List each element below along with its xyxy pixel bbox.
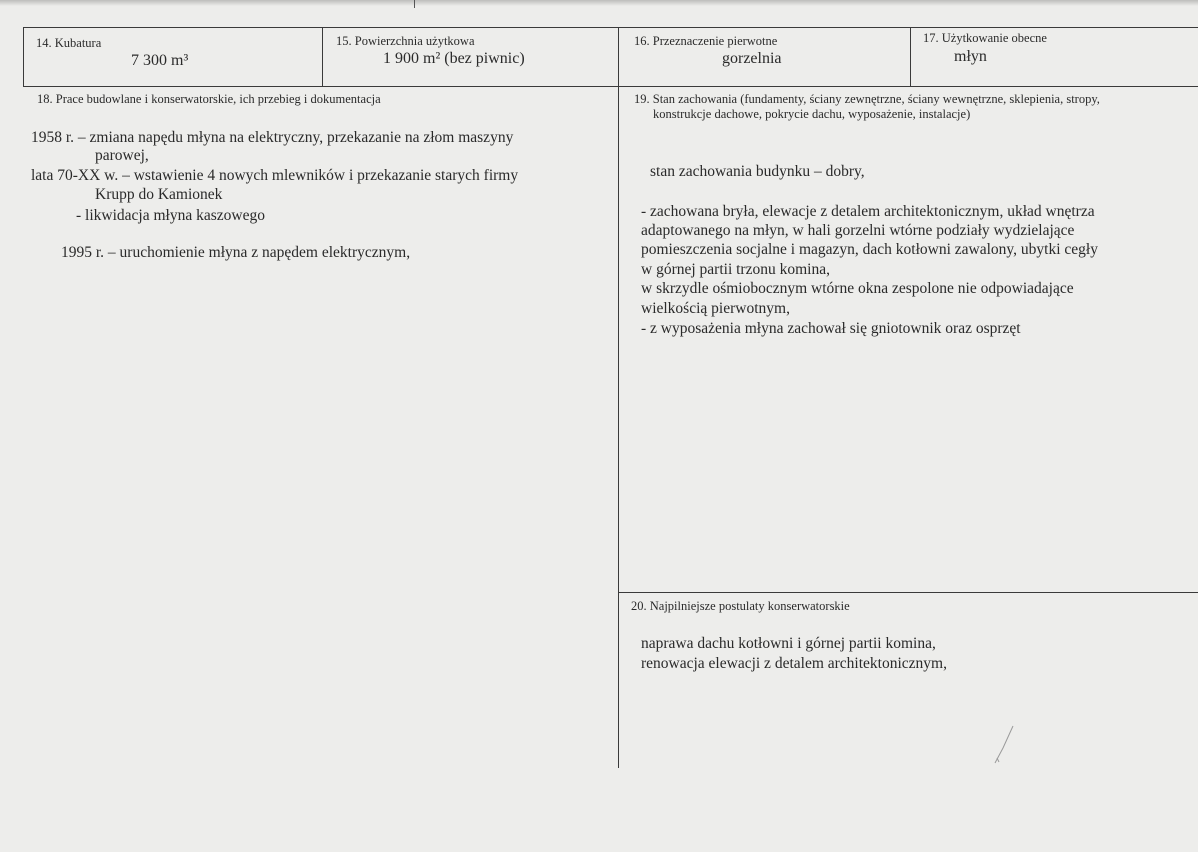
- section-18-line: Krupp do Kamionek: [95, 186, 223, 203]
- grid-line-section-20-top: [618, 592, 1198, 593]
- grid-line-col-2: [618, 27, 619, 768]
- section-18-line: parowej,: [95, 147, 149, 164]
- section-18-line: - likwidacja młyna kaszowego: [76, 207, 265, 224]
- field-15-value: 1 900 m² (bez piwnic): [383, 50, 525, 67]
- section-19-line: adaptowanego na młyn, w hali gorzelni wtórne podziały wydzielające: [641, 222, 1075, 239]
- section-18-label: 18. Prace budowlane i konserwatorskie, ich przebieg i dokumentacja: [37, 92, 381, 106]
- section-20-line: naprawa dachu kotłowni i górnej partii komina,: [641, 635, 936, 652]
- section-19-line: stan zachowania budynku – dobry,: [650, 163, 865, 180]
- section-19-line: w górnej partii trzonu komina,: [641, 261, 830, 278]
- pencil-mark: [985, 718, 1025, 768]
- fold-tick-mark: [414, 0, 415, 8]
- section-19-line: pomieszczenia socjalne i magazyn, dach kotłowni zawalony, ubytki cegły: [641, 241, 1098, 258]
- section-18-line: 1995 r. – uruchomienie młyna z napędem elektrycznym,: [61, 244, 411, 261]
- field-17-value: młyn: [954, 48, 987, 65]
- section-20-label: 20. Najpilniejsze postulaty konserwatorskie: [631, 599, 850, 613]
- grid-line-top: [23, 27, 1198, 28]
- scan-edge-shadow: [0, 0, 1198, 6]
- grid-line-col-1: [322, 27, 323, 87]
- field-14-label: 14. Kubatura: [36, 36, 102, 50]
- grid-line-left: [23, 27, 24, 87]
- section-19-label-continued: konstrukcje dachowe, pokrycie dachu, wyposażenie, instalacje): [653, 107, 971, 121]
- field-15-label: 15. Powierzchnia użytkowa: [336, 34, 475, 48]
- section-19-line: - z wyposażenia młyna zachował się gniotownik oraz osprzęt: [641, 320, 1021, 337]
- section-19-line: w skrzydle ośmiobocznym wtórne okna zespolone nie odpowiadające: [641, 280, 1074, 297]
- grid-line-header-bottom: [23, 86, 1198, 87]
- grid-line-col-3: [910, 27, 911, 87]
- field-16-value: gorzelnia: [722, 50, 782, 67]
- field-16-label: 16. Przeznaczenie pierwotne: [634, 34, 778, 48]
- section-19-label: 19. Stan zachowania (fundamenty, ściany zewnętrzne, ściany wewnętrzne, sklepienia, stropy,: [634, 92, 1100, 106]
- field-17-label: 17. Użytkowanie obecne: [923, 31, 1047, 45]
- section-19-line: - zachowana bryła, elewacje z detalem architektonicznym, układ wnętrza: [641, 203, 1095, 220]
- field-14-value: 7 300 m³: [131, 52, 189, 69]
- section-18-line: 1958 r. – zmiana napędu młyna na elektryczny, przekazanie na złom maszyny: [31, 129, 514, 146]
- section-20-line: renowacja elewacji z detalem architektonicznym,: [641, 655, 947, 672]
- section-18-line: lata 70-XX w. – wstawienie 4 nowych mlewników i przekazanie starych firmy: [31, 167, 519, 184]
- section-19-line: wielkością pierwotnym,: [641, 300, 790, 317]
